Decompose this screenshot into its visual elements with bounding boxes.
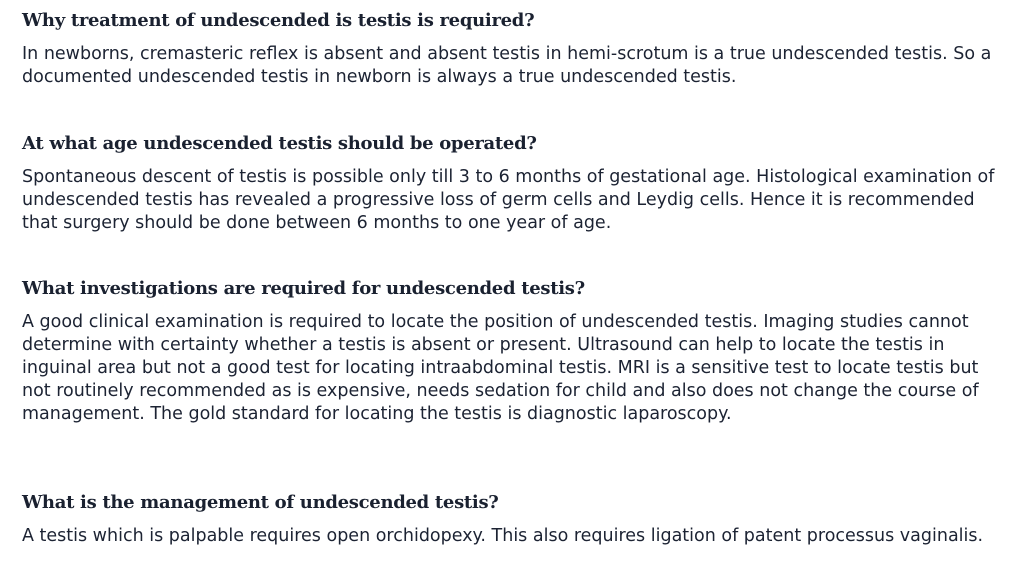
faq-question: At what age undescended testis should be operated?: [22, 133, 537, 154]
faq-item: [22, 492, 1002, 548]
faq-question: Why treatment of undescended is testis is required?: [22, 10, 535, 31]
faq-item: [22, 10, 1002, 89]
faq-answer: A good clinical examination is required to locate the position of undescended testis. Imaging studies cannot determine with certainty whether a testis is absent or present. Ultrasound can help to locate the testis in inguinal area but not a good test for locating intraabdominal testis. MRI is a sensitive test to locate testis but not routinely recommended as is expensive, needs sedation for child and also does not change the course of management. The gold standard for locating the testis is diagnostic laparoscopy.: [22, 312, 979, 424]
faq-item: [22, 133, 1002, 235]
faq-answer: In newborns, cremasteric reflex is absent and absent testis in hemi-scrotum is a true undescended testis. So a documented undescended testis in newborn is always a true undescended testis.: [22, 44, 992, 87]
faq-answer: Spontaneous descent of testis is possible only till 3 to 6 months of gestational age. Histological examination of undescended testis has revealed a progressive loss of germ cells and Leydig cells. Hence it is recommended that surgery should be done between 6 months to one year of age.: [22, 167, 995, 233]
faq-question: What investigations are required for undescended testis?: [22, 278, 585, 299]
faq-answer: A testis which is palpable requires open orchidopexy. This also requires ligation of patent processus vaginalis.: [22, 526, 984, 546]
faq-question: What is the management of undescended testis?: [22, 492, 499, 513]
faq-item: [22, 278, 1002, 426]
